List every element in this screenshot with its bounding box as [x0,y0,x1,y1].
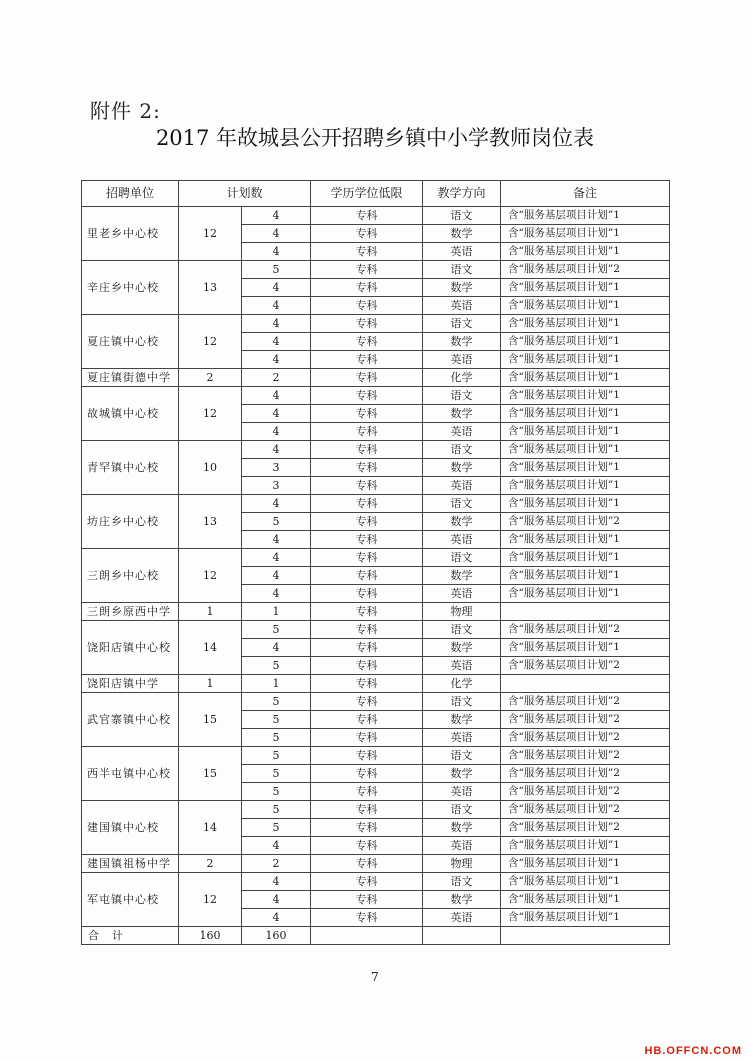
unit-name-cell: 故城镇中心校 [82,387,179,441]
count-cell: 3 [242,459,311,477]
count-cell: 4 [242,891,311,909]
education-cell: 专科 [311,333,423,351]
unit-total-cell: 10 [179,441,242,495]
note-cell: 含“服务基层项目计划”1 [501,873,670,891]
subject-cell: 语文 [423,801,501,819]
unit-total-cell: 2 [179,855,242,873]
subject-cell: 语文 [423,621,501,639]
subject-cell: 数学 [423,711,501,729]
note-cell: 含“服务基层项目计划”2 [501,783,670,801]
header-subject: 教学方向 [423,181,501,207]
education-cell: 专科 [311,423,423,441]
subject-cell: 数学 [423,405,501,423]
education-cell: 专科 [311,549,423,567]
note-cell: 含“服务基层项目计划”2 [501,693,670,711]
table-row [82,207,670,225]
subject-cell: 语文 [423,873,501,891]
unit-total-cell: 15 [179,693,242,747]
education-cell: 专科 [311,603,423,621]
education-cell: 专科 [311,729,423,747]
count-cell: 2 [242,855,311,873]
table-row [82,603,670,621]
education-cell: 专科 [311,711,423,729]
education-cell: 专科 [311,495,423,513]
note-cell: 含“服务基层项目计划”2 [501,801,670,819]
count-cell: 4 [242,423,311,441]
note-cell: 含“服务基层项目计划”1 [501,891,670,909]
unit-name-cell: 三朗乡原西中学 [82,603,179,621]
subject-cell: 数学 [423,891,501,909]
note-cell: 含“服务基层项目计划”1 [501,567,670,585]
subject-cell: 语文 [423,747,501,765]
count-cell: 5 [242,783,311,801]
note-cell: 含“服务基层项目计划”2 [501,765,670,783]
unit-total-cell: 15 [179,747,242,801]
count-cell: 4 [242,585,311,603]
table-row [82,621,670,639]
note-cell: 含“服务基层项目计划”1 [501,369,670,387]
education-cell: 专科 [311,765,423,783]
header-note: 备注 [501,181,670,207]
subject-cell: 语文 [423,693,501,711]
count-cell: 4 [242,873,311,891]
note-cell: 含“服务基层项目计划”1 [501,333,670,351]
unit-total-cell: 12 [179,315,242,369]
subject-cell: 英语 [423,423,501,441]
table-row [82,747,670,765]
education-cell: 专科 [311,855,423,873]
unit-total-cell: 13 [179,495,242,549]
table-row [82,387,670,405]
count-cell: 4 [242,405,311,423]
count-cell: 5 [242,711,311,729]
note-cell: 含“服务基层项目计划”1 [501,441,670,459]
table-row [82,441,670,459]
count-cell: 4 [242,549,311,567]
count-cell: 4 [242,909,311,927]
count-cell: 4 [242,387,311,405]
count-cell: 4 [242,531,311,549]
education-cell: 专科 [311,369,423,387]
total-empty-note [501,927,670,945]
table-row [82,549,670,567]
table-body [82,207,670,945]
unit-total-cell: 1 [179,603,242,621]
education-cell: 专科 [311,819,423,837]
unit-name-cell: 里老乡中心校 [82,207,179,261]
subject-cell: 数学 [423,567,501,585]
subject-cell: 语文 [423,495,501,513]
note-cell: 含“服务基层项目计划”1 [501,909,670,927]
education-cell: 专科 [311,747,423,765]
note-cell: 含“服务基层项目计划”1 [501,243,670,261]
education-cell: 专科 [311,297,423,315]
note-cell: 含“服务基层项目计划”2 [501,747,670,765]
count-cell: 4 [242,279,311,297]
education-cell: 专科 [311,531,423,549]
subject-cell: 数学 [423,279,501,297]
count-cell: 5 [242,747,311,765]
count-cell: 3 [242,477,311,495]
note-cell: 含“服务基层项目计划”1 [501,315,670,333]
unit-name-cell: 建国镇祖杨中学 [82,855,179,873]
header-plan: 计划数 [179,181,311,207]
note-cell: 含“服务基层项目计划”1 [501,549,670,567]
subject-cell: 数学 [423,459,501,477]
education-cell: 专科 [311,837,423,855]
education-cell: 专科 [311,693,423,711]
subject-cell: 英语 [423,351,501,369]
subject-cell: 英语 [423,783,501,801]
subject-cell: 语文 [423,549,501,567]
subject-cell: 物理 [423,855,501,873]
count-cell: 4 [242,351,311,369]
count-cell: 5 [242,621,311,639]
count-cell: 4 [242,225,311,243]
unit-total-cell: 12 [179,387,242,441]
education-cell: 专科 [311,459,423,477]
education-cell: 专科 [311,477,423,495]
count-cell: 5 [242,513,311,531]
subject-cell: 英语 [423,297,501,315]
subject-cell: 语文 [423,207,501,225]
unit-name-cell: 三朗乡中心校 [82,549,179,603]
unit-name-cell: 夏庄镇街德中学 [82,369,179,387]
subject-cell: 语文 [423,315,501,333]
count-cell: 4 [242,315,311,333]
subject-cell: 数学 [423,513,501,531]
subject-cell: 数学 [423,765,501,783]
table-row [82,369,670,387]
count-cell: 4 [242,297,311,315]
table-row [82,855,670,873]
note-cell: 含“服务基层项目计划”1 [501,423,670,441]
education-cell: 专科 [311,279,423,297]
note-cell: 含“服务基层项目计划”1 [501,297,670,315]
subject-cell: 物理 [423,603,501,621]
education-cell: 专科 [311,261,423,279]
header-unit: 招聘单位 [82,181,179,207]
subject-cell: 化学 [423,675,501,693]
note-cell: 含“服务基层项目计划”1 [501,279,670,297]
unit-name-cell: 军屯镇中心校 [82,873,179,927]
subject-cell: 数学 [423,819,501,837]
count-cell: 1 [242,675,311,693]
count-cell: 5 [242,729,311,747]
subject-cell: 英语 [423,729,501,747]
count-cell: 2 [242,369,311,387]
education-cell: 专科 [311,351,423,369]
note-cell: 含“服务基层项目计划”1 [501,495,670,513]
unit-name-cell: 青罕镇中心校 [82,441,179,495]
note-cell: 含“服务基层项目计划”2 [501,819,670,837]
count-cell: 4 [242,567,311,585]
table-row [82,801,670,819]
table-row [82,873,670,891]
education-cell: 专科 [311,873,423,891]
unit-name-cell: 西半屯镇中心校 [82,747,179,801]
count-cell: 4 [242,837,311,855]
note-cell: 含“服务基层项目计划”2 [501,261,670,279]
table-row [82,315,670,333]
note-cell: 含“服务基层项目计划”1 [501,855,670,873]
page-title: 2017 年故城县公开招聘乡镇中小学教师岗位表 [155,126,595,150]
count-cell: 4 [242,243,311,261]
note-cell: 含“服务基层项目计划”1 [501,225,670,243]
table-row [82,693,670,711]
note-cell: 含“服务基层项目计划”1 [501,477,670,495]
subject-cell: 英语 [423,657,501,675]
unit-total-cell: 14 [179,801,242,855]
note-cell: 含“服务基层项目计划”2 [501,513,670,531]
attachment-label: 附件 2: [90,99,161,123]
subject-cell: 数学 [423,639,501,657]
count-cell: 4 [242,495,311,513]
unit-total-cell: 13 [179,261,242,315]
subject-cell: 英语 [423,837,501,855]
education-cell: 专科 [311,621,423,639]
unit-name-cell: 饶阳店镇中心校 [82,621,179,675]
note-cell: 含“服务基层项目计划”1 [501,405,670,423]
subject-cell: 语文 [423,387,501,405]
count-cell: 4 [242,639,311,657]
count-cell: 5 [242,261,311,279]
subject-cell: 数学 [423,225,501,243]
table-header-row [82,181,670,207]
header-education: 学历学位低限 [311,181,423,207]
education-cell: 专科 [311,405,423,423]
education-cell: 专科 [311,657,423,675]
unit-total-cell: 14 [179,621,242,675]
subject-cell: 数学 [423,333,501,351]
note-cell [501,603,670,621]
subject-cell: 英语 [423,585,501,603]
education-cell: 专科 [311,513,423,531]
unit-total-cell: 1 [179,675,242,693]
total-empty-subject [423,927,501,945]
education-cell: 专科 [311,639,423,657]
unit-name-cell: 建国镇中心校 [82,801,179,855]
count-cell: 5 [242,693,311,711]
unit-name-cell: 辛庄乡中心校 [82,261,179,315]
count-cell: 4 [242,441,311,459]
education-cell: 专科 [311,801,423,819]
note-cell: 含“服务基层项目计划”1 [501,207,670,225]
note-cell [501,675,670,693]
unit-name-cell: 夏庄镇中心校 [82,315,179,369]
unit-name-cell: 武官寨镇中心校 [82,693,179,747]
total-label: 合 计 [82,927,179,945]
note-cell: 含“服务基层项目计划”1 [501,387,670,405]
note-cell: 含“服务基层项目计划”2 [501,657,670,675]
unit-total-cell: 2 [179,369,242,387]
education-cell: 专科 [311,891,423,909]
page-number: 7 [371,970,379,984]
note-cell: 含“服务基层项目计划”2 [501,621,670,639]
education-cell: 专科 [311,225,423,243]
education-cell: 专科 [311,207,423,225]
note-cell: 含“服务基层项目计划”1 [501,639,670,657]
total-count: 160 [242,927,311,945]
unit-total-cell: 12 [179,549,242,603]
count-cell: 5 [242,801,311,819]
education-cell: 专科 [311,243,423,261]
count-cell: 5 [242,657,311,675]
unit-total-cell: 12 [179,873,242,927]
subject-cell: 英语 [423,477,501,495]
note-cell: 含“服务基层项目计划”1 [501,585,670,603]
subject-cell: 语文 [423,261,501,279]
education-cell: 专科 [311,909,423,927]
education-cell: 专科 [311,315,423,333]
subject-cell: 英语 [423,909,501,927]
table-row [82,675,670,693]
count-cell: 1 [242,603,311,621]
note-cell: 含“服务基层项目计划”1 [501,531,670,549]
unit-total-cell: 12 [179,207,242,261]
note-cell: 含“服务基层项目计划”2 [501,729,670,747]
watermark-logo: HB.OFFCN.COM [644,1045,742,1057]
note-cell: 含“服务基层项目计划”1 [501,459,670,477]
total-row [82,927,670,945]
education-cell: 专科 [311,387,423,405]
note-cell: 含“服务基层项目计划”1 [501,351,670,369]
table-row [82,495,670,513]
count-cell: 4 [242,207,311,225]
table-row [82,261,670,279]
education-cell: 专科 [311,675,423,693]
note-cell: 含“服务基层项目计划”2 [501,711,670,729]
education-cell: 专科 [311,567,423,585]
total-plan: 160 [179,927,242,945]
subject-cell: 语文 [423,441,501,459]
unit-name-cell: 饶阳店镇中学 [82,675,179,693]
education-cell: 专科 [311,783,423,801]
education-cell: 专科 [311,441,423,459]
note-cell: 含“服务基层项目计划”1 [501,837,670,855]
unit-name-cell: 坊庄乡中心校 [82,495,179,549]
count-cell: 5 [242,819,311,837]
subject-cell: 英语 [423,531,501,549]
subject-cell: 英语 [423,243,501,261]
recruitment-table [81,180,670,945]
subject-cell: 化学 [423,369,501,387]
count-cell: 4 [242,333,311,351]
count-cell: 5 [242,765,311,783]
total-empty-education [311,927,423,945]
education-cell: 专科 [311,585,423,603]
